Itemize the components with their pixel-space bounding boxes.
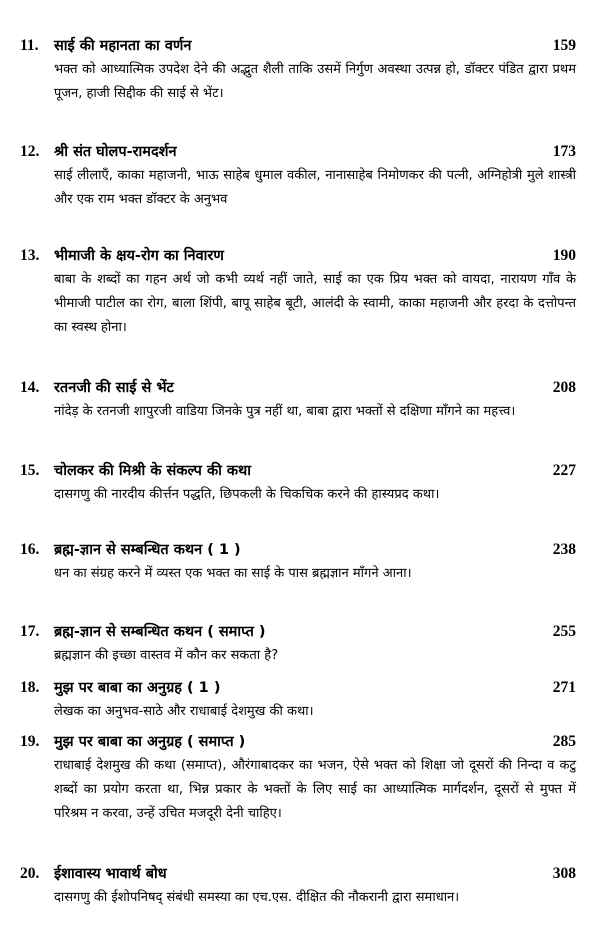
page-number: 238: [552, 541, 576, 558]
chapter-title: श्री संत घोलप-रामदर्शन: [54, 144, 177, 160]
chapter-title: मुझ पर बाबा का अनुग्रह ( 1 ): [54, 680, 221, 696]
page-number: 271: [552, 679, 576, 696]
chapter-number: 19.: [20, 733, 40, 750]
chapter-number: 14.: [20, 379, 40, 396]
page-number: 159: [552, 37, 576, 54]
chapter-description: दासगणु की ईशोपनिषद् संबंधी समस्या का एच.एस. दीक्षित की नौकरानी द्वारा समाधान।: [54, 890, 460, 905]
chapter-number: 12.: [20, 143, 40, 160]
chapter-title: साई की महानता का वर्णन: [54, 38, 192, 54]
chapter-description: धन का संग्रह करने में व्यस्त एक भक्त का साई के पास ब्रह्मज्ञान माँगने आना।: [54, 566, 412, 581]
page-number: 255: [552, 623, 576, 640]
chapter-description: लेखक का अनुभव-साठे और राधाबाई देशमुख की कथा।: [54, 704, 314, 719]
chapter-description: दासगणु की नारदीय कीर्त्तन पद्धति, छिपकली के चिकचिक करने की हास्यप्रद कथा।: [54, 487, 440, 502]
chapter-title: ईशावास्य भावार्थ बोध: [54, 866, 167, 882]
chapter-number: 16.: [20, 541, 40, 558]
chapter-description: ब्रह्मज्ञान की इच्छा वास्तव में कौन कर सकता है?: [54, 648, 279, 663]
chapter-number: 17.: [20, 623, 40, 640]
chapter-number: 15.: [20, 462, 40, 479]
chapter-description: साई लीलाएँ, काका महाजनी, भाऊ साहेब धुमाल वकील, नानासाहेब निमोणकर की पत्नी, अग्निहोत्री मुले शास्त्री और एक राम भक्त डॉक्टर के अनुभव: [54, 168, 576, 207]
chapter-description: नांदेड़ के रतनजी शापुरजी वाडिया जिनके पुत्र नहीं था, बाबा द्वारा भक्तों से दक्षिणा माँगने का महत्त्व।: [54, 404, 516, 419]
chapter-number: 11.: [20, 37, 39, 54]
page-number: 285: [552, 733, 576, 750]
chapter-number: 20.: [20, 865, 40, 882]
page-number: 208: [552, 379, 576, 396]
chapter-description: राधाबाई देशमुख की कथा (समाप्त), औरंगाबादकर का भजन, ऐसे भक्त को शिक्षा जो दूसरों की निन्दा व कटु शब्दों का प्रयोग करता था, भिन्न प्रकार के भक्तों के लिए साई का आध्यात्मिक मार्गदर्शन, दूसरों से मुफ्त में परिश्रम न करवा, उन्हें उचित मजदूरी देनी चाहिए।: [54, 758, 576, 821]
chapter-number: 18.: [20, 679, 40, 696]
page-number: 190: [552, 247, 576, 264]
page-number: 308: [552, 865, 576, 882]
chapter-title: रतनजी की साई से भेंट: [54, 380, 174, 396]
page-number: 227: [552, 462, 576, 479]
chapter-title: ब्रह्म-ज्ञान से सम्बन्धित कथन ( 1 ): [54, 542, 241, 558]
chapter-description: बाबा के शब्दों का गहन अर्थ जो कभी व्यर्थ नहीं जाते, साई का एक प्रिय भक्त को वायदा, नारायण गाँव के भीमाजी पाटील का रोग, बाला शिंपी, बापू साहेब बूटी, आलंदी के स्वामी, काका महाजनी और हरदा के दत्तोपन्त का स्वस्थ होना।: [54, 272, 576, 335]
chapter-title: भीमाजी के क्षय-रोग का निवारण: [54, 248, 224, 264]
chapter-title: ब्रह्म-ज्ञान से सम्बन्धित कथन ( समाप्त ): [54, 624, 266, 640]
chapter-title: चोलकर की मिश्री के संकल्प की कथा: [54, 463, 252, 479]
chapter-description: भक्त को आध्यात्मिक उपदेश देने की अद्भुत शैली ताकि उसमें निर्गुण अवस्था उत्पन्न हो, डॉक्टर पंडित द्वारा प्रथम पूजन, हाजी सिद्दीक की साई से भेंट।: [54, 62, 576, 101]
page-number: 173: [552, 143, 576, 160]
chapter-title: मुझ पर बाबा का अनुग्रह ( समाप्त ): [54, 734, 246, 750]
chapter-number: 13.: [20, 247, 40, 264]
